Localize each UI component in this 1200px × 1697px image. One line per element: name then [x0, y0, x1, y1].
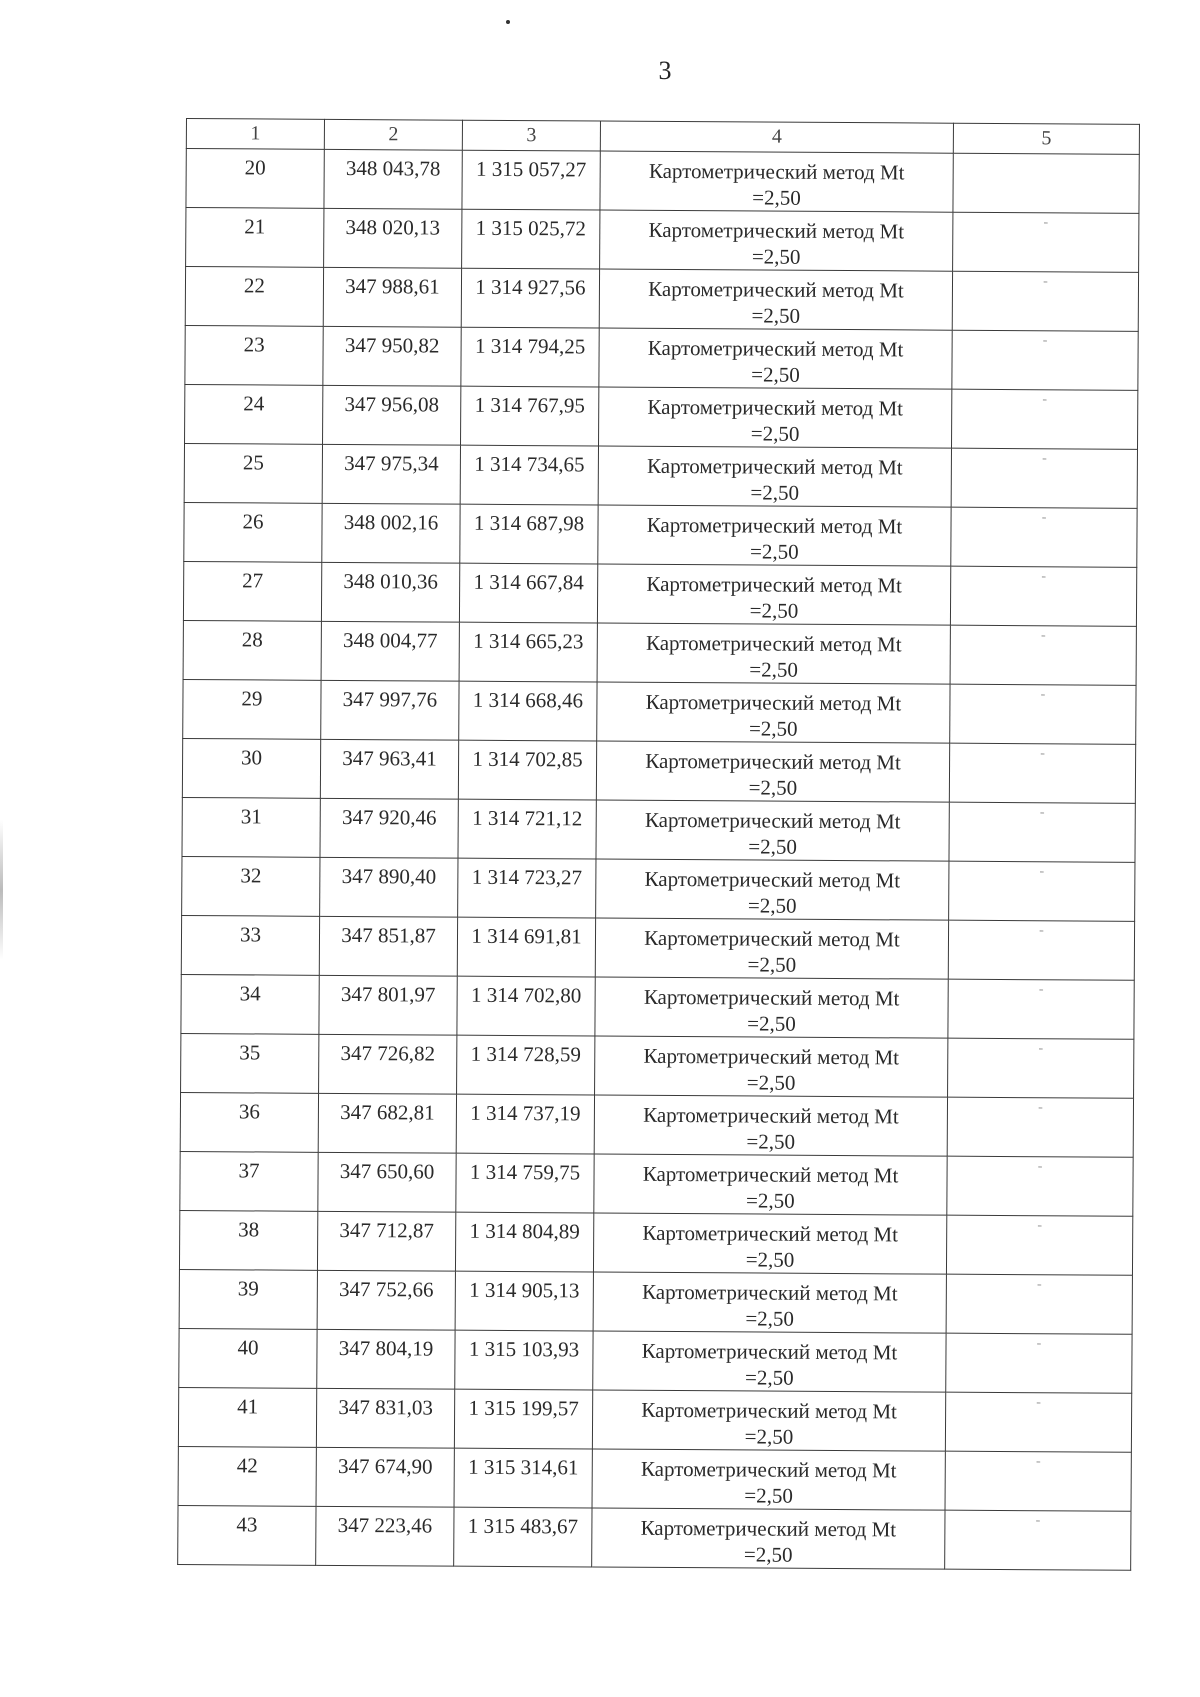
method-name: Картометрический метод Mt — [645, 748, 901, 775]
table-row — [178, 1387, 1131, 1452]
method-cell — [599, 269, 952, 330]
point-number-cell: 31 — [182, 797, 320, 857]
method-cell — [599, 328, 952, 389]
point-number-cell: 38 — [179, 1210, 317, 1270]
x-coordinate-cell: 347 831,03 — [316, 1388, 454, 1448]
method-name: Картометрический метод Mt — [646, 512, 903, 539]
y-coordinate-cell: 1 314 665,23 — [459, 622, 597, 682]
method-accuracy: =2,50 — [751, 244, 801, 269]
table-row — [185, 267, 1138, 332]
table-row — [180, 1151, 1133, 1216]
method-name: Картометрический метод Mt — [644, 925, 900, 952]
method-cell — [596, 800, 949, 861]
note-cell: - — [950, 566, 1136, 626]
point-number-cell: 23 — [185, 325, 323, 385]
y-coordinate-cell: 1 314 728,59 — [457, 1035, 595, 1095]
y-coordinate-cell: 1 315 025,72 — [462, 209, 600, 269]
method-name: Картометрический метод Mt — [643, 1043, 900, 1070]
note-cell: - — [949, 743, 1135, 803]
note-cell: - — [950, 625, 1136, 685]
method-accuracy: =2,50 — [752, 185, 801, 210]
x-coordinate-cell: 347 804,19 — [317, 1329, 455, 1389]
note-cell — [953, 153, 1139, 213]
method-cell — [596, 741, 949, 802]
x-coordinate-cell: 347 712,87 — [317, 1211, 455, 1271]
note-cell: - — [949, 802, 1135, 862]
method-name: Картометрический метод Mt — [646, 571, 903, 598]
note-cell: - — [947, 1156, 1133, 1216]
y-coordinate-cell: 1 315 483,67 — [454, 1507, 592, 1567]
note-cell: - — [950, 684, 1136, 744]
y-coordinate-cell: 1 314 723,27 — [458, 858, 596, 918]
table-row — [182, 797, 1135, 862]
method-accuracy: =2,50 — [745, 1247, 795, 1272]
method-name: Картометрический метод Mt — [648, 217, 905, 244]
method-cell — [598, 505, 951, 566]
method-name: Картометрический метод Mt — [645, 689, 902, 716]
note-cell: - — [952, 271, 1138, 331]
y-coordinate-cell: 1 314 687,98 — [460, 504, 598, 564]
x-coordinate-cell: 347 682,81 — [318, 1093, 456, 1153]
method-cell — [594, 1154, 947, 1215]
method-cell — [592, 1390, 945, 1451]
method-name: Картометрический метод Mt — [640, 1515, 897, 1542]
y-coordinate-cell: 1 314 702,85 — [458, 740, 596, 800]
point-number-cell: 22 — [185, 267, 323, 327]
note-cell: - — [946, 1215, 1132, 1275]
x-coordinate-cell: 347 674,90 — [316, 1447, 454, 1507]
y-coordinate-cell: 1 314 794,25 — [461, 327, 599, 387]
point-number-cell: 35 — [181, 1033, 319, 1093]
method-accuracy: =2,50 — [747, 893, 797, 918]
table-row — [183, 561, 1136, 626]
x-coordinate-cell: 347 920,46 — [320, 798, 458, 858]
x-coordinate-cell: 347 650,60 — [318, 1152, 456, 1212]
y-coordinate-cell: 1 314 668,46 — [459, 681, 597, 741]
x-coordinate-cell: 347 975,34 — [322, 444, 460, 504]
x-coordinate-cell: 347 752,66 — [317, 1270, 455, 1330]
method-accuracy: =2,50 — [745, 1306, 795, 1331]
note-cell: - — [948, 920, 1134, 980]
y-coordinate-cell: 1 315 103,93 — [455, 1330, 593, 1390]
method-name: Картометрический метод Mt — [647, 453, 903, 480]
method-accuracy: =2,50 — [744, 1365, 794, 1390]
y-coordinate-cell: 1 314 691,81 — [457, 917, 595, 977]
method-accuracy: =2,50 — [751, 362, 800, 387]
table-row — [184, 443, 1137, 508]
point-number-cell: 25 — [184, 443, 322, 503]
y-coordinate-cell: 1 314 804,89 — [455, 1212, 593, 1272]
table-row — [180, 1092, 1133, 1157]
method-cell — [595, 1036, 948, 1097]
method-accuracy: =2,50 — [749, 539, 799, 564]
point-number-cell: 29 — [183, 679, 321, 739]
x-coordinate-cell: 348 043,78 — [324, 149, 462, 209]
note-cell: - — [951, 448, 1137, 508]
method-accuracy: =2,50 — [749, 657, 799, 682]
point-number-cell: 43 — [178, 1505, 316, 1565]
method-accuracy: =2,50 — [750, 421, 800, 446]
x-coordinate-cell: 347 801,97 — [319, 975, 457, 1035]
note-cell: - — [951, 389, 1137, 449]
header-col-4: 4 — [600, 121, 953, 153]
method-accuracy: =2,50 — [744, 1483, 793, 1508]
method-accuracy: =2,50 — [751, 303, 801, 328]
note-cell: - — [947, 1097, 1133, 1157]
method-name: Картометрический метод Mt — [648, 276, 904, 303]
point-number-cell: 39 — [179, 1269, 317, 1329]
y-coordinate-cell: 1 315 314,61 — [454, 1448, 592, 1508]
method-name: Картометрический метод Mt — [648, 158, 905, 185]
point-number-cell: 37 — [180, 1151, 318, 1211]
table-row — [182, 856, 1135, 921]
method-cell — [600, 210, 953, 271]
table-row — [184, 502, 1137, 567]
note-cell: - — [945, 1392, 1131, 1452]
method-cell — [592, 1508, 945, 1569]
note-cell: - — [948, 1038, 1134, 1098]
y-coordinate-cell: 1 314 759,75 — [456, 1153, 594, 1213]
method-cell — [595, 977, 948, 1038]
method-cell — [599, 387, 952, 448]
x-coordinate-cell: 348 010,36 — [321, 562, 459, 622]
y-coordinate-cell: 1 314 767,95 — [461, 386, 599, 446]
table-row — [179, 1210, 1132, 1275]
method-cell — [595, 918, 948, 979]
method-cell — [597, 682, 950, 743]
x-coordinate-cell: 347 997,76 — [321, 680, 459, 740]
method-name: Картометрический метод Mt — [642, 1161, 899, 1188]
y-coordinate-cell: 1 314 737,19 — [456, 1094, 594, 1154]
point-number-cell: 42 — [178, 1446, 316, 1506]
note-cell: - — [949, 861, 1135, 921]
point-number-cell: 33 — [181, 915, 319, 975]
method-cell — [597, 564, 950, 625]
method-name: Картометрический метод Mt — [647, 335, 904, 362]
method-accuracy: =2,50 — [743, 1542, 793, 1567]
y-coordinate-cell: 1 315 057,27 — [462, 150, 600, 210]
point-number-cell: 32 — [182, 856, 320, 916]
method-cell — [594, 1095, 947, 1156]
method-name: Картометрический метод Mt — [641, 1279, 898, 1306]
method-name: Картометрический метод Mt — [644, 866, 901, 893]
note-cell: - — [946, 1274, 1132, 1334]
method-name: Картометрический метод Mt — [644, 807, 901, 834]
method-accuracy: =2,50 — [747, 1011, 796, 1036]
table-row — [179, 1328, 1132, 1393]
point-number-cell: 27 — [183, 561, 321, 621]
method-accuracy: =2,50 — [747, 952, 797, 977]
point-number-cell: 24 — [185, 384, 323, 444]
method-name: Картометрический метод Mt — [645, 630, 902, 657]
y-coordinate-cell: 1 314 734,65 — [460, 445, 598, 505]
method-cell — [596, 859, 949, 920]
method-accuracy: =2,50 — [746, 1129, 796, 1154]
method-cell — [597, 623, 950, 684]
x-coordinate-cell: 347 726,82 — [319, 1034, 457, 1094]
note-cell: - — [953, 212, 1139, 272]
method-accuracy: =2,50 — [748, 775, 798, 800]
note-cell: - — [951, 507, 1137, 567]
y-coordinate-cell: 1 314 927,56 — [461, 268, 599, 328]
x-coordinate-cell: 347 950,82 — [323, 326, 461, 386]
scan-edge-shadow — [0, 820, 3, 960]
method-name: Картометрический метод Mt — [641, 1338, 898, 1365]
x-coordinate-cell: 348 020,13 — [324, 208, 462, 268]
x-coordinate-cell: 347 988,61 — [323, 267, 461, 327]
table-row — [179, 1269, 1132, 1334]
y-coordinate-cell: 1 314 667,84 — [459, 563, 597, 623]
x-coordinate-cell: 348 004,77 — [321, 621, 459, 681]
method-accuracy: =2,50 — [746, 1188, 795, 1213]
method-accuracy: =2,50 — [748, 716, 798, 741]
table-row — [181, 915, 1134, 980]
point-number-cell: 21 — [186, 208, 324, 268]
method-name: Картометрический метод Mt — [642, 1220, 899, 1247]
note-cell: - — [952, 330, 1138, 390]
y-coordinate-cell: 1 314 721,12 — [458, 799, 596, 859]
point-number-cell: 26 — [184, 502, 322, 562]
x-coordinate-cell: 347 963,41 — [320, 739, 458, 799]
method-name: Картометрический метод Mt — [643, 984, 900, 1011]
method-accuracy: =2,50 — [746, 1070, 796, 1095]
method-name: Картометрический метод Mt — [641, 1397, 897, 1424]
table-row — [183, 679, 1136, 744]
x-coordinate-cell: 348 002,16 — [322, 503, 460, 563]
method-name: Картометрический метод Mt — [640, 1456, 897, 1483]
header-col-2: 2 — [324, 119, 462, 150]
method-name: Картометрический метод Mt — [643, 1102, 899, 1129]
x-coordinate-cell: 347 223,46 — [316, 1506, 454, 1566]
table-row — [181, 974, 1134, 1039]
note-cell: - — [948, 979, 1134, 1039]
point-number-cell: 20 — [186, 149, 324, 209]
x-coordinate-cell: 347 890,40 — [320, 857, 458, 917]
point-number-cell: 34 — [181, 974, 319, 1034]
method-cell — [593, 1331, 946, 1392]
method-cell — [598, 446, 951, 507]
method-name: Картометрический метод Mt — [647, 394, 904, 421]
method-cell — [600, 151, 953, 212]
table-row — [178, 1505, 1131, 1570]
y-coordinate-cell: 1 314 905,13 — [455, 1271, 593, 1331]
table-row — [183, 620, 1136, 685]
table-row — [182, 738, 1135, 803]
table-row — [186, 149, 1139, 214]
point-number-cell: 41 — [178, 1387, 316, 1447]
note-cell: - — [946, 1333, 1132, 1393]
method-accuracy: =2,50 — [748, 834, 797, 859]
header-col-1: 1 — [186, 119, 324, 150]
x-coordinate-cell: 347 851,87 — [319, 916, 457, 976]
table-row — [185, 325, 1138, 390]
point-number-cell: 40 — [179, 1328, 317, 1388]
table-row — [178, 1446, 1131, 1511]
note-cell: - — [945, 1451, 1131, 1511]
table-row — [185, 384, 1138, 449]
method-cell — [592, 1449, 945, 1510]
header-col-3: 3 — [462, 120, 600, 151]
x-coordinate-cell: 347 956,08 — [323, 385, 461, 445]
method-cell — [593, 1272, 946, 1333]
page-number: 3 — [658, 56, 672, 85]
method-accuracy: =2,50 — [744, 1424, 794, 1449]
coordinates-table — [177, 118, 1140, 1571]
point-number-cell: 36 — [180, 1092, 318, 1152]
method-accuracy: =2,50 — [750, 480, 800, 505]
table-row — [181, 1033, 1134, 1098]
table-body — [178, 149, 1140, 1571]
y-coordinate-cell: 1 314 702,80 — [457, 976, 595, 1036]
method-accuracy: =2,50 — [749, 598, 799, 623]
y-coordinate-cell: 1 315 199,57 — [454, 1389, 592, 1449]
point-number-cell: 30 — [182, 738, 320, 798]
note-cell: - — [945, 1510, 1131, 1570]
method-cell — [593, 1213, 946, 1274]
table-row — [186, 208, 1139, 273]
point-number-cell: 28 — [183, 620, 321, 680]
scan-dot-mark — [506, 20, 510, 24]
header-col-5: 5 — [953, 123, 1139, 154]
